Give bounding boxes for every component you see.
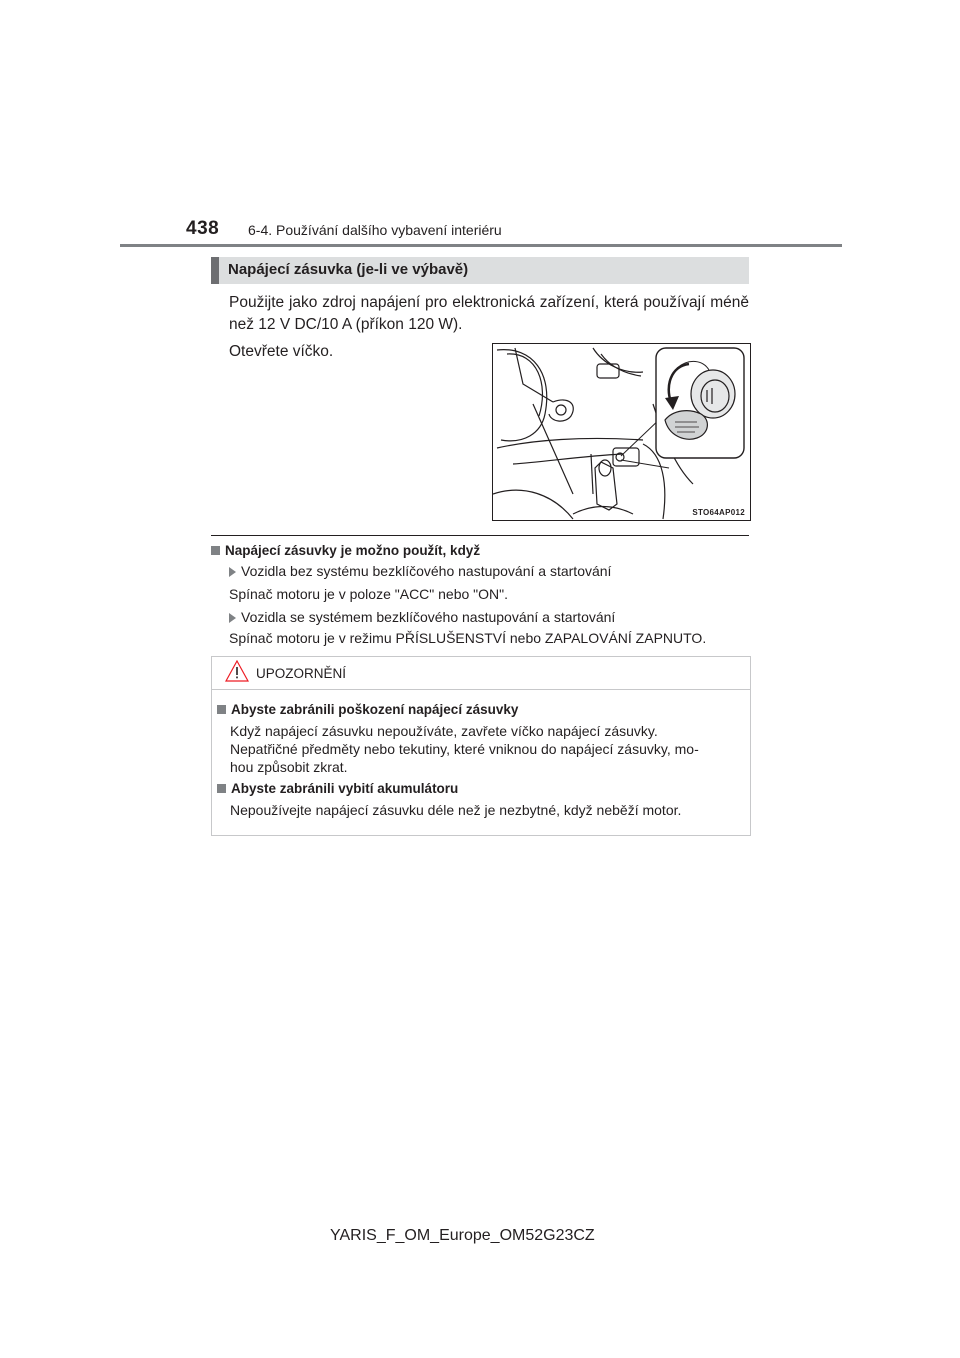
square-bullet-icon (217, 705, 226, 714)
header-rule (120, 244, 842, 247)
info-detail-1: Spínač motoru je v poloze "ACC" nebo "ON". (229, 586, 509, 602)
page-number: 438 (186, 218, 220, 239)
triangle-bullet-icon (229, 567, 236, 577)
info-detail-2: Spínač motoru je v režimu PŘÍSLUŠENSTVÍ nebo ZAPALOVÁNÍ ZAPNUTO. (229, 630, 707, 646)
figure-code: STO64AP012 (692, 508, 745, 517)
section-heading-tab (211, 257, 219, 284)
square-bullet-icon (211, 546, 220, 555)
section-title: Napájecí zásuvka (je-li ve výbavě) (228, 261, 469, 278)
info-divider (211, 535, 749, 536)
warning-item-text-2: Nepoužívejte napájecí zásuvku déle než je nezbytné, když neběží motor. (230, 802, 682, 818)
intro-paragraph: Použijte jako zdroj napájení pro elektronická zařízení, která používají méně než 12 V DC/10 A (příkon 120 W). (229, 294, 749, 333)
warning-label: UPOZORNĚNÍ (256, 666, 347, 681)
warning-item-heading-1: Abyste zabránili poškození napájecí zásuvky (217, 702, 518, 717)
warning-item-text-1: Když napájecí zásuvku nepoužíváte, zavřete víčko napájecí zásuvky. Nepatřičné předměty nebo tekutiny, které vniknou do napájecí zásuvky, mo- hou způsobit zkrat. (230, 723, 699, 775)
dashboard-drawing (493, 344, 750, 520)
info-condition-2: Vozidla se systémem bezklíčového nastupování a startování (229, 609, 615, 625)
info-condition-1: Vozidla bez systému bezklíčového nastupování a startování (229, 563, 611, 579)
chapter-title: 6-4. Používání dalšího vybavení interiéru (248, 222, 502, 238)
info-heading: Napájecí zásuvky je možno použít, když (211, 542, 480, 560)
step-instruction: Otevřete víčko. (229, 343, 334, 360)
warning-header-rule (212, 689, 750, 690)
square-bullet-icon (217, 784, 226, 793)
triangle-bullet-icon (229, 613, 236, 623)
warning-box (211, 656, 751, 836)
warning-triangle-icon (225, 660, 249, 682)
section-heading-bar (211, 257, 749, 284)
footer-document-code: YARIS_F_OM_Europe_OM52G23CZ (330, 1227, 595, 1244)
warning-item-heading-2: Abyste zabránili vybití akumulátoru (217, 781, 458, 796)
power-outlet-illustration (492, 343, 751, 521)
